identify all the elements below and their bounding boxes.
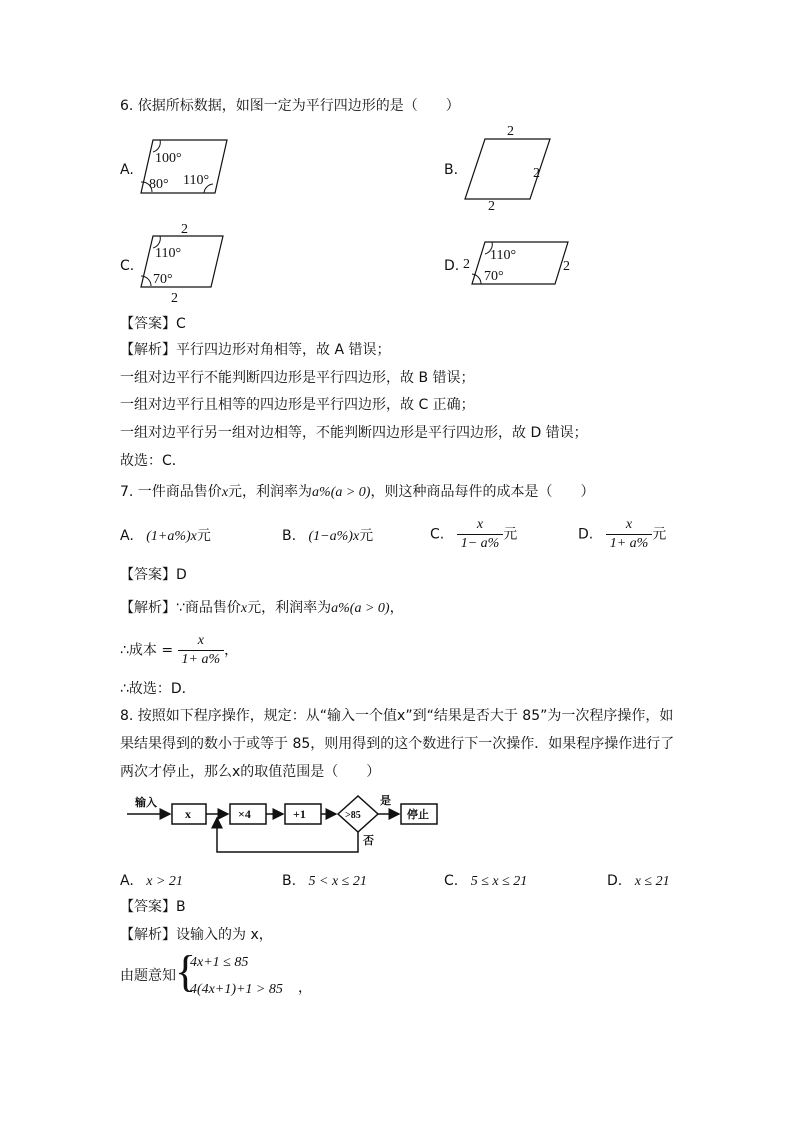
q8-option-d xyxy=(607,871,670,892)
q6-option-d-figure xyxy=(460,236,580,292)
q7-option-d-label: D. xyxy=(578,526,594,543)
q7-option-c-fraction xyxy=(457,516,504,553)
q7-analysis1-expr: a%(a > 0) xyxy=(331,601,390,616)
q7-stem xyxy=(120,482,594,503)
q6-analysis-line5: 故选：C． xyxy=(120,453,186,469)
q6-c-angle2: 70° xyxy=(153,272,173,287)
q7-analysis-line3: ∴故选：D． xyxy=(120,681,196,697)
q6-option-b-label: B. xyxy=(444,162,459,178)
q7-option-c-num: x xyxy=(476,517,484,532)
q8-option-c xyxy=(444,871,527,892)
q6-b-side1: 2 xyxy=(507,124,514,139)
q7-option-b-label: B. xyxy=(282,528,297,544)
q7-option-a-expr: (1+a%)x xyxy=(146,529,197,544)
q6-c-bottom: 2 xyxy=(171,291,178,306)
q6-stem: 6. 依据所标数据，如图一定为平行四边形的是（ ） xyxy=(120,98,460,114)
q6-option-d-label: D. xyxy=(444,258,460,274)
q7-stem-expr: a%(a > 0) xyxy=(312,485,371,500)
q7-option-d-den: 1+ a% xyxy=(606,534,653,553)
q7-analysis1-x: x xyxy=(240,601,248,616)
flow-no-label: 否 xyxy=(363,834,374,847)
q7-analysis1-pre: 【解析】∵商品售价 xyxy=(120,600,241,616)
q6-option-c-figure xyxy=(135,218,235,308)
q7-option-a xyxy=(120,526,211,547)
q7-analysis2-den: 1+ a% xyxy=(178,650,225,669)
q8-flowchart xyxy=(125,790,450,858)
flow-box-plus1-text: +1 xyxy=(293,807,306,821)
q8-option-d-label: D. xyxy=(607,873,623,889)
q7-analysis1-mid: 元，利润率为 xyxy=(247,600,332,616)
q7-stem-post: ，则这种商品每件的成本是（ ） xyxy=(370,484,595,500)
q7-analysis2-fraction xyxy=(178,632,225,669)
q7-analysis2-num: x xyxy=(197,633,204,648)
q8-system-line2: 4(4x+1)+1 > 85 xyxy=(190,982,283,997)
q7-option-a-label: A. xyxy=(120,528,134,544)
q6-a-angle3: 110° xyxy=(183,173,210,188)
q8-stem-line1: 8. 按照如下程序操作，规定：从“输入一个值x”到“结果是否大于 85”为一次程序操作，如 xyxy=(120,708,674,724)
q6-d-left: 2 xyxy=(463,257,470,272)
q6-analysis-line4: 一组对边平行另一组对边相等，不能判断四边形是平行四边形，故 D 错误； xyxy=(120,425,588,441)
q6-a-angle2: 80° xyxy=(149,177,169,192)
q6-analysis-line2: 一组对边平行不能判断四边形是平行四边形，故 B 错误； xyxy=(120,370,475,386)
q7-option-a-unit: 元 xyxy=(196,528,211,544)
q7-analysis-line2 xyxy=(120,632,238,669)
q6-b-side3: 2 xyxy=(488,199,495,212)
q8-stem-line3: 两次才停止，那么x的取值范围是（ ） xyxy=(120,764,381,780)
q7-option-d xyxy=(578,516,666,553)
q7-option-b-expr: (1−a%)x xyxy=(308,529,360,544)
q6-c-angle1: 110° xyxy=(155,246,182,261)
flow-stop-text: 停止 xyxy=(407,808,429,821)
q8-option-b-expr: 5 < x ≤ 21 xyxy=(308,874,367,889)
flow-diamond-text: >85 xyxy=(345,810,361,821)
q7-option-d-fraction xyxy=(606,516,653,553)
q7-option-c-den: 1− a% xyxy=(457,534,504,553)
flow-box-x-text: x xyxy=(185,807,191,821)
q7-analysis1-post: ， xyxy=(389,600,404,616)
flow-input-label: 输入 xyxy=(135,796,157,809)
q8-answer: 【答案】B xyxy=(120,899,186,915)
q8-analysis2-pre: 由题意知 xyxy=(120,968,176,984)
q7-option-d-num: x xyxy=(625,517,633,532)
q7-stem-mid: 元，利润率为 xyxy=(228,484,313,500)
q7-analysis-line1 xyxy=(120,598,404,619)
q6-b-side2: 2 xyxy=(533,166,540,181)
q8-option-b xyxy=(282,871,367,892)
q7-option-c-unit: 元 xyxy=(503,526,518,543)
q7-stem-x: x xyxy=(221,485,229,500)
q7-option-d-unit: 元 xyxy=(652,526,667,543)
q8-option-c-expr: 5 ≤ x ≤ 21 xyxy=(470,874,528,889)
q6-answer: 【答案】C xyxy=(120,316,186,332)
q8-option-c-label: C. xyxy=(444,873,459,889)
q6-d-right: 2 xyxy=(563,259,570,274)
q6-a-angle1: 100° xyxy=(155,151,182,166)
q8-option-d-expr: x ≤ 21 xyxy=(634,874,670,889)
q6-d-angle2: 70° xyxy=(484,269,504,284)
q8-option-a xyxy=(120,871,183,892)
q7-option-c-label: C. xyxy=(430,526,445,543)
q6-option-a-label: A. xyxy=(120,162,134,178)
q8-option-a-label: A. xyxy=(120,873,134,889)
q8-analysis-line1: 【解析】设输入的为 x， xyxy=(120,927,273,943)
q6-d-angle1: 110° xyxy=(490,248,517,263)
q7-option-c xyxy=(430,516,517,553)
q8-system-brace: { xyxy=(175,947,197,996)
flow-yes-label: 是 xyxy=(380,794,391,807)
q8-system-post: ， xyxy=(298,980,312,996)
q6-option-b-figure xyxy=(455,122,565,212)
q8-system-line1: 4x+1 ≤ 85 xyxy=(190,955,249,970)
q7-option-b xyxy=(282,526,373,547)
q6-option-c-label: C. xyxy=(120,258,135,274)
flow-box-times4-text: ×4 xyxy=(238,807,251,821)
q7-analysis2-post: ， xyxy=(224,642,239,659)
q7-analysis2-pre: ∴成本 = xyxy=(120,642,174,659)
q6-c-top: 2 xyxy=(181,222,188,237)
q6-analysis-line1: 【解析】平行四边形对角相等，故 A 错误； xyxy=(120,342,391,358)
q6-analysis-line3: 一组对边平行且相等的四边形是平行四边形，故 C 正确； xyxy=(120,397,475,413)
q8-stem-line2: 果结果得到的数小于或等于 85，则用得到的这个数进行下一次操作．如果程序操作进行了 xyxy=(120,736,675,752)
q8-option-b-label: B. xyxy=(282,873,297,889)
q8-option-a-expr: x > 21 xyxy=(146,874,183,889)
q6-option-a-figure xyxy=(135,130,235,200)
q7-option-b-unit: 元 xyxy=(359,528,374,544)
q7-stem-pre: 7. 一件商品售价 xyxy=(120,484,222,500)
q7-answer: 【答案】D xyxy=(120,567,187,583)
